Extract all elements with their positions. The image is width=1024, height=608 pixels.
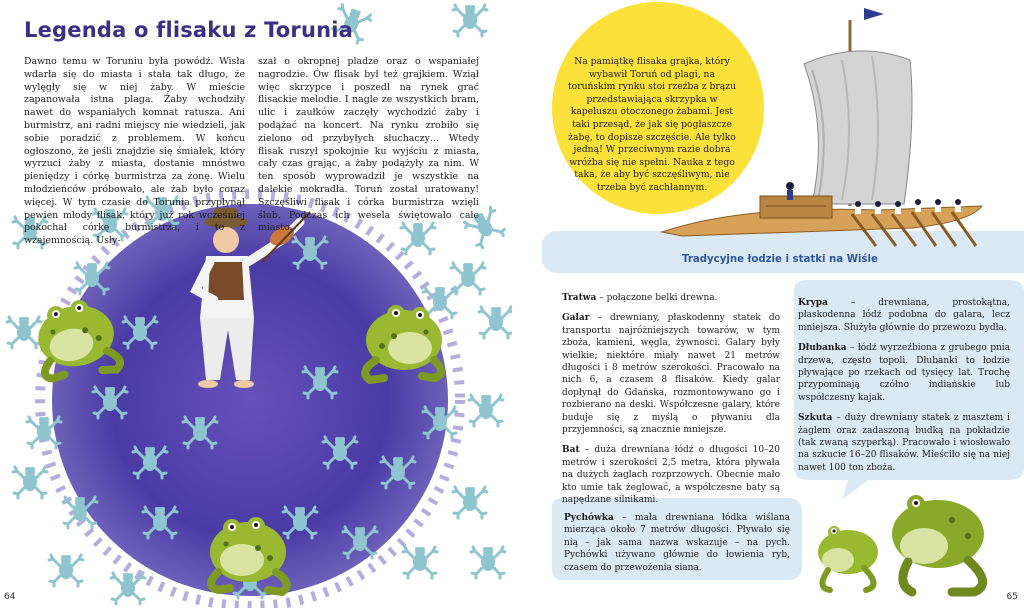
glossary-definition: – duża drewniana łódź o długości 10–20 metrów i szerokości 2,5 metra, która pływała na dużych żaglach rozprzowych. Obecnie mało kto umie tak żeglować, a współczesne baty są napędzane silnikami. (562, 445, 780, 506)
page-number: 64 (4, 592, 16, 602)
glossary-term: Szkuta (798, 413, 833, 424)
glossary-left (562, 292, 780, 507)
glossary-right (798, 297, 1010, 474)
right-page (512, 0, 1024, 608)
glossary-definition: – drewniany, płaskodenny statek do transportu najróżniejszych towarów, w tym zboża, kamieni, węgla, żywności. Galary były wielkie; niektóre miały nawet 21 metrów długości i 8 metrów szerokości. Pracowało na nich 6, a czasem 8 flisaków. Kiedy galar dopłynął do Gdańska, rozmontowywano go i rozbierano na deski. Współczesne galary, które buduje się z myślą o pływaniu dla przyjemności, są znacznie mniejsze. (562, 313, 780, 436)
glossary-definition: – drewniana, prostokątna, płaskodenna łódź podobna do galara, lecz mniejsza. Służyła głównie do przewozu bydła. (798, 298, 1010, 333)
glossary-term: Galar (562, 313, 590, 324)
glossary-definition: – połączone belki drewna. (596, 293, 718, 303)
sun-text: Na pamiątkę flisaka grajka, który wybawił Toruń od plagi, na toruńskim rynku stoi rzeźba z brązu przedstawiająca skrzypka w kapeluszu otoczonego żabami. Jest taki przesąd, że jak się pogłaszcze żabę, to dopisze szczęście. Ale tylko jedną! W przeciwnym razie dobra wróżba się nie spełni. Nauka z tego taka, że aby być szczęśliwym, nie trzeba być zachłannym. (567, 56, 737, 193)
boat-icon (662, 8, 982, 246)
page-title: Legenda o flisaku z Torunia (24, 18, 354, 42)
glossary-entry (562, 292, 780, 304)
glossary-term: Tratwa (562, 293, 597, 303)
story-column-2: szał o okropnej pladze oraz o wspaniałej nagrodzie. Ów flisak był też grajkiem. Wziął więc skrzypce i poszedł na rynek grać flisackie melodie. I nagle ze wszystkich bram, ulic i zaułków zaczęły wychodzić żaby i podążać na koncert. Na rynku zrobiło się zielono od przybyłych słuchaczy… Wtedy flisak ruszył spokojnie ku wyjściu z miasta, cały czas grając, a żaby podążyły za nim. W ten sposób wyprowadził je wszystkie na dalekie mokradła. Toruń został uratowany! Szczęśliwi flisak i córka burmistrza wzięli ślub. Podczas ich wesela świętowało całe miasto. (258, 56, 479, 234)
frog-icon (818, 495, 984, 592)
glossary-entry (798, 412, 1010, 474)
banner-title: Tradycyjne łodzie i statki na Wiśle (682, 254, 878, 265)
page-number: 65 (1006, 592, 1018, 602)
glossary-entry (798, 297, 1010, 334)
glossary-entry (798, 342, 1010, 404)
glossary-entry (562, 444, 780, 506)
glossary-bubble-entry (564, 512, 790, 574)
glossary-entry (562, 312, 780, 436)
glossary-definition: – mała drewniana łódka wiślana mierząca około 7 metrów długości. Pływało się nią – jak sama nazwa wskazuje – na pych. Pychówki używano głównie do łowienia ryb, czasem do przewożenia siana. (564, 513, 790, 573)
glossary-term: Bat (562, 445, 580, 456)
glossary-definition: – łódź wyrzeźbiona z grubego pnia drzewa, często topoli. Dłubanki to łodzie pływające po rzekach od tysięcy lat. Trochę przypominają czółno indiańskie lub współczesny kajak. (798, 343, 1010, 403)
glossary-term: Dłubanka (798, 343, 847, 354)
glossary-term: Krypa (798, 298, 828, 308)
story-column-1: Dawno temu w Toruniu była powódź. Wisła wdarła się do miasta i stała tak długo, że wylęgły się w niej żaby. W mieście zapanowała istna plaga. Żaby wchodziły nawet do wspaniałych komnat ratusza. Ani burmistrz, ani radni miejscy nie wiedzieli, jak sobie poradzić z problemem. W końcu ogłoszono, że jeśli znajdzie się śmiałek, który wyrzuci żaby z miasta, dostanie mnóstwo pieniędzy i córkę burmistrza za żonę. Wielu młodzieńców próbowało, ale żab było coraz więcej. W tym czasie do Torunia przypłynął pewien młody flisak, który już rok wcześniej pokochał córkę burmistrza, i to z wzajemnością. Usły- (24, 56, 245, 247)
glossary-term: Pychówka (564, 513, 614, 523)
glossary-definition: – duży drewniany statek z masztem i żaglem oraz zadaszoną budką na pokładzie (tak zwaną szyperką). Pracowało i wiosłowało na szkucie 16–20 flisaków. Mieściło się na niej nawet 100 ton zboża. (798, 413, 1010, 473)
